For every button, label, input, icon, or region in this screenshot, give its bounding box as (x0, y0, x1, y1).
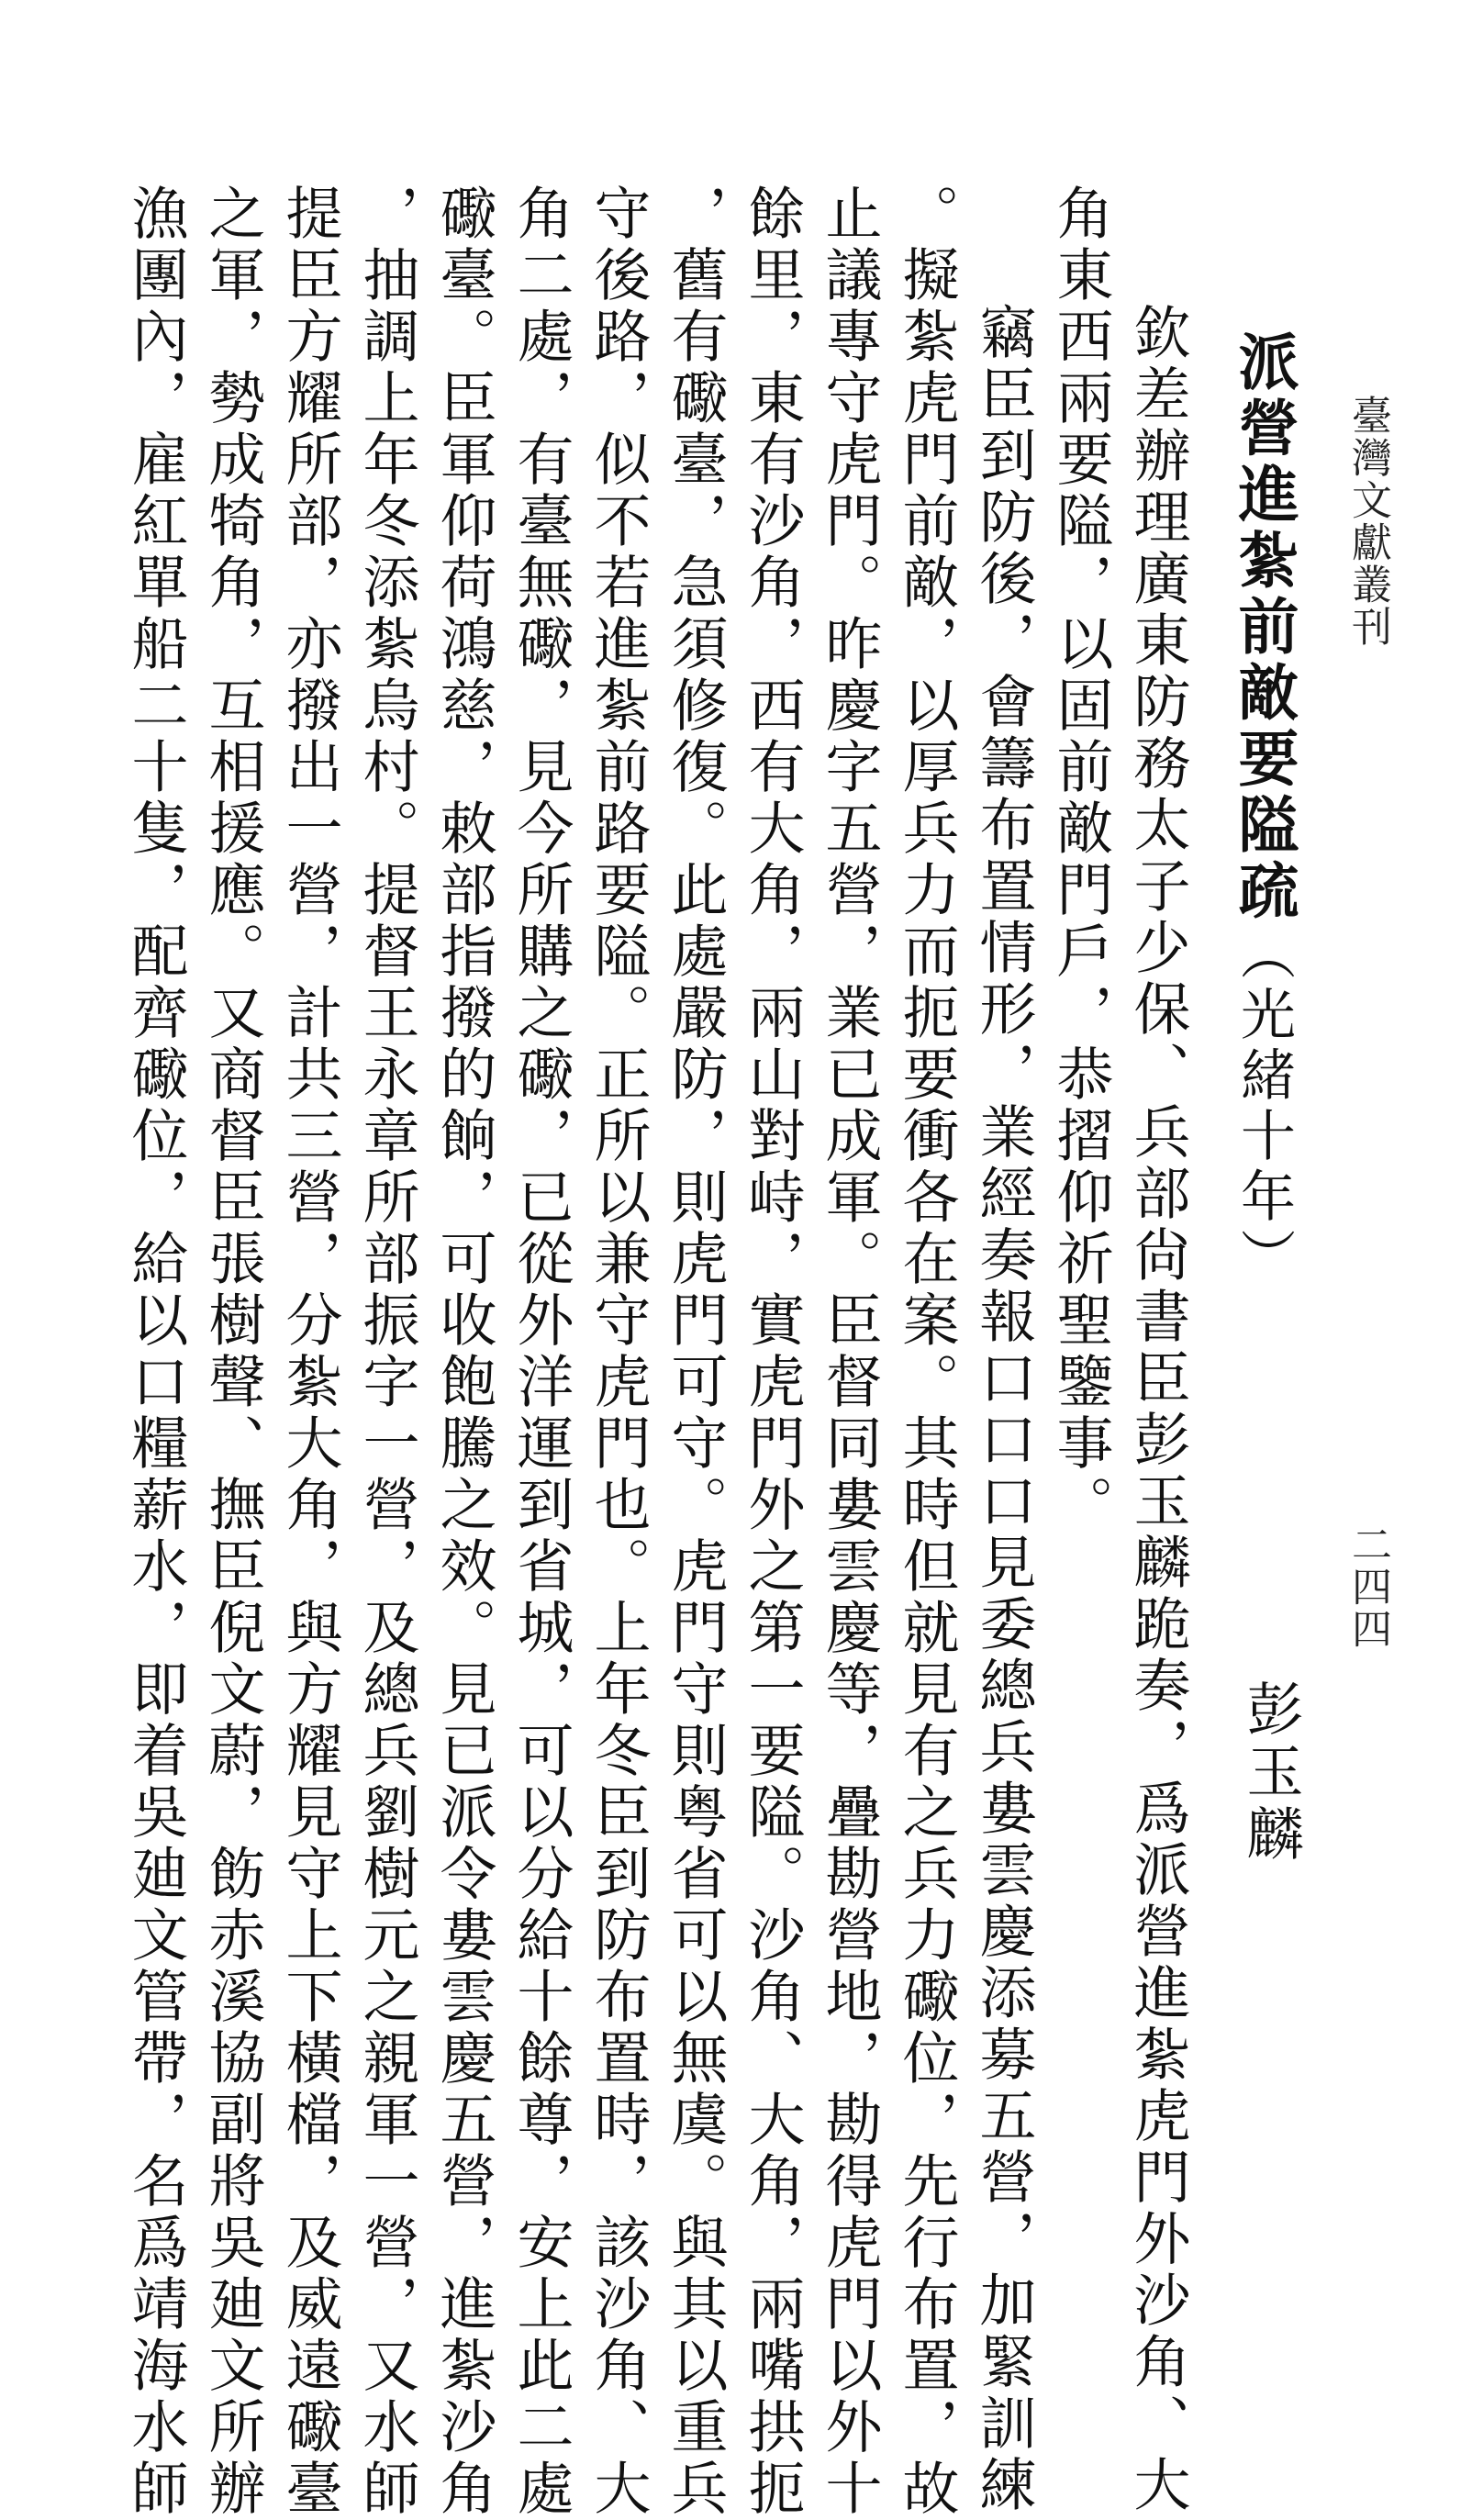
memorial-title (1221, 330, 1308, 1288)
memorial-title-text: 派營進紮前敵要隘疏 (1228, 330, 1299, 925)
text-column: 之軍，勢成犄角，互相援應。又商督臣張樹聲、撫臣倪文蔚，飭赤溪協副將吳廸文所辦 (199, 184, 266, 2520)
text-column: ，抽調上年冬添紮烏村。提督王永章所部振字一營，及總兵劉樹元之親軍一營，又水師 (353, 184, 420, 2520)
page-number: 二四四 (1344, 1523, 1391, 1650)
year-note: （光緒十年） (1232, 925, 1296, 1288)
series-title: 臺灣文獻叢刊 (1344, 395, 1391, 648)
text-column: 礮臺。臣軍仰荷鴻慈，敕部指撥的餉，可收飽騰之效。見已派令婁雲慶五營，進紮沙角 (430, 184, 497, 2520)
text-column: 餘里，東有沙角，西有大角，兩山對峙，實虎門外之第一要隘。沙角、大角，兩嘴拱扼 (739, 184, 806, 2520)
text-column: 。擬紮虎門前敵，以厚兵力而扼要衝各在案。其時但就見有之兵力礮位，先行布置，故 (893, 184, 960, 2520)
text-column: 漁團內，雇紅單船二十隻，配齊礮位，給以口糧薪水，即着吳廸文管帶，名爲靖海水師 (122, 184, 189, 2520)
text-column: ，舊有礮臺，急須修復。此處嚴防，則虎門可守。虎門守則粤省可以無虞。與其以重兵 (662, 184, 729, 2520)
text-column: 止議專守虎門。昨慶字五營，業已成軍。臣督同婁雲慶等，疊勘營地，勘得虎門以外十 (816, 184, 883, 2520)
text-column: 欽差辦理廣東防務太子少保、兵部尙書臣彭玉麟跪奏，爲派營進紮虎門外沙角、大 (1124, 303, 1191, 2516)
text-column: 竊臣到防後，會籌布置情形，業經奏報口口口見委總兵婁雲慶添募五營，加緊訓練 (970, 303, 1037, 2516)
text-column: 提臣方耀所部，亦撥出一營，計共三營，分紮大角，與方耀見守上下橫檔，及威遠礮臺 (276, 184, 343, 2520)
author: 彭玉麟 (1237, 1679, 1304, 1867)
text-column: 守後路，似不若進紮前路要隘。正所以兼守虎門也。上年冬臣到防布置時，該沙角、大 (585, 184, 652, 2520)
text-column: 角東西兩要隘，以固前敵門戶，恭摺仰祈聖鑒事。 (1047, 184, 1114, 1536)
text-column: 角二處，有臺無礮，見今所購之礮，已從外洋運到省城，可以分給十餘尊，安上此二處 (507, 184, 574, 2520)
